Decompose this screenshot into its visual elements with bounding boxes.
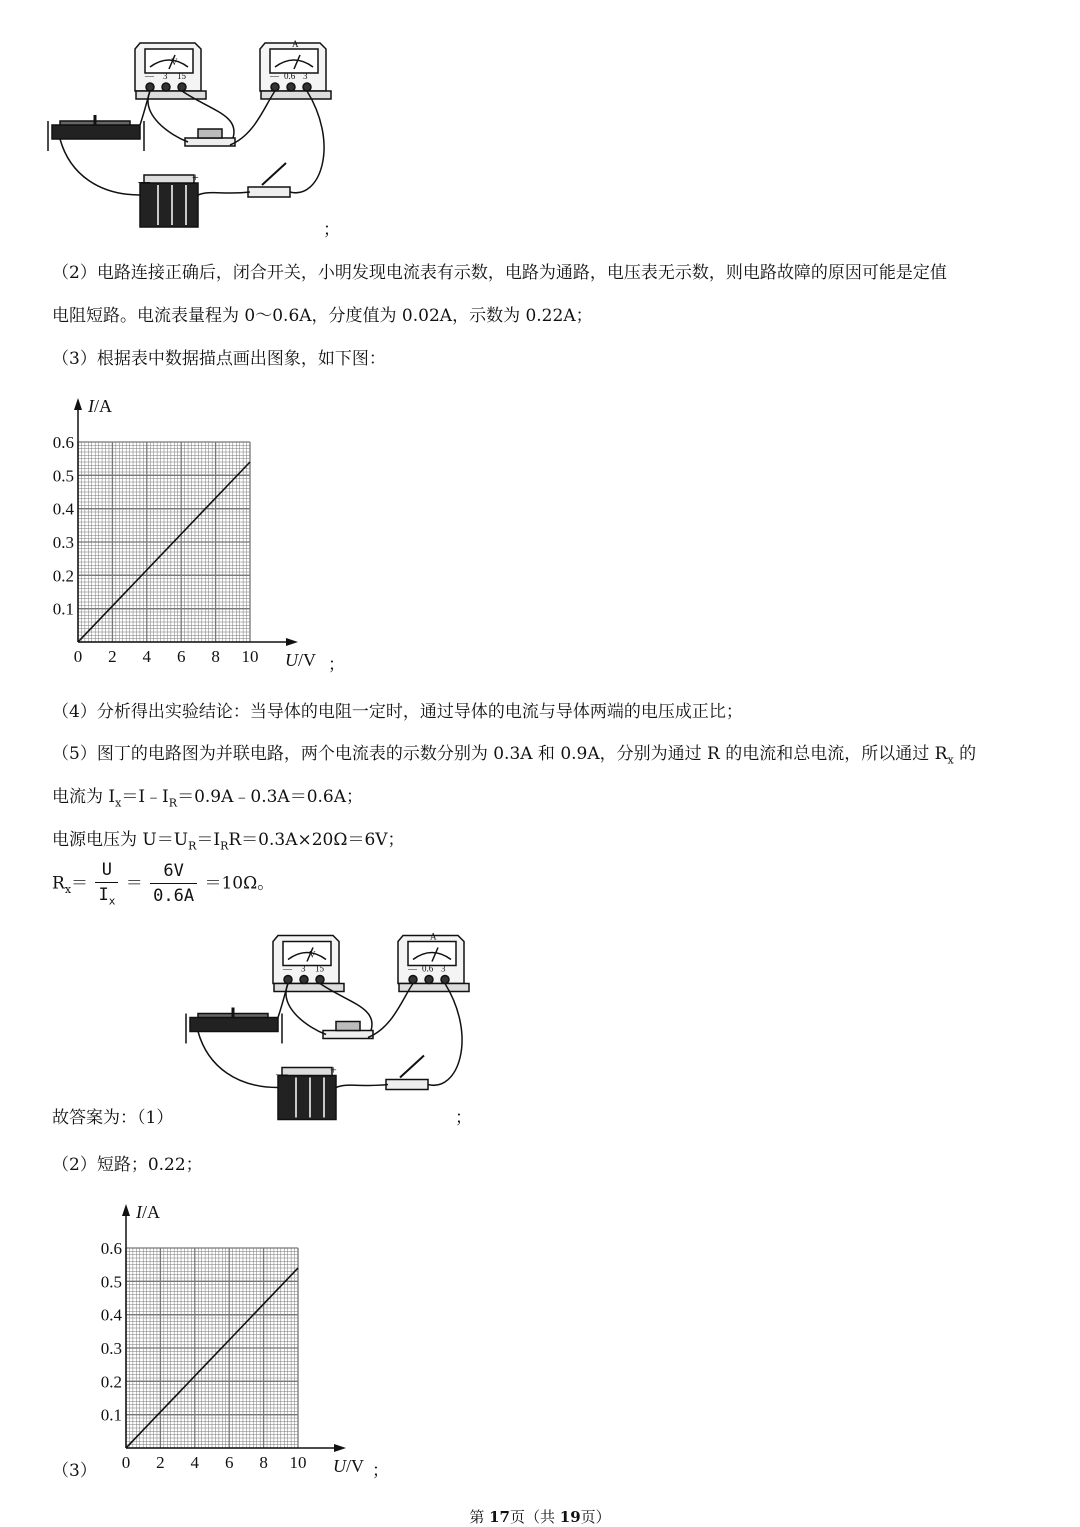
x-tick-label: 0 (73, 647, 83, 666)
x-tick-label: 4 (142, 647, 152, 666)
voltmeter-neg-label: — (145, 71, 154, 81)
para5-line2: 电流为 $I_x=I﹣I_R=0.9A﹣0.3A=0.6A$； (52, 787, 364, 810)
iu-graph-1 (40, 390, 340, 680)
x-tick-label: 8 (211, 647, 220, 666)
para5-line1: （5）图丁的电路图为并联电路，两个电流表的示数分别为 0.3A 和 0.9A，分别为通过 R 的电流和总电流，所以通过 $R_x$ 的 (52, 744, 977, 767)
resistor-icon (323, 1022, 373, 1039)
para5-line3: 电源电压为 $U=U_R=I_RR=0.3A\times 20\Omega=6V$； (52, 830, 405, 853)
voltmeter-terminal-3: 3 (301, 963, 306, 974)
y-axis-arrow-icon (74, 398, 82, 410)
battery-neg-label: — (138, 174, 150, 188)
voltmeter-terminal-15: 15 (177, 71, 186, 81)
x-axis-arrow-icon (334, 1444, 346, 1452)
x-tick-label: 10 (241, 647, 259, 666)
y-tick-label: 0.6 (100, 1239, 122, 1258)
ammeter-terminal-06: 0.6 (284, 71, 296, 81)
x-tick-label: 10 (289, 1453, 307, 1472)
y-tick-label: 0.3 (100, 1339, 122, 1358)
answer-item3: （3） (52, 1461, 97, 1481)
para3-line1: （3）根据表中数据描点画出图象，如下图： (52, 349, 386, 369)
x-axis-label: U/V (333, 1456, 364, 1476)
answer-item2: （2）短路；0.22； (52, 1155, 203, 1175)
ammeter-neg-label: — (270, 71, 279, 81)
y-tick-label: 0.1 (52, 599, 74, 619)
switch-icon (386, 1056, 428, 1090)
fraction-u-over-ix: $\frac{U}{I_x}$ (95, 860, 118, 908)
battery-neg-label: — (276, 1066, 288, 1081)
ammeter-unit-label: A (430, 931, 437, 942)
y-tick-label: 0.5 (100, 1272, 122, 1292)
graph1-suffix: ； (328, 655, 345, 675)
x-tick-label: 8 (259, 1453, 268, 1472)
iu-graph-2 (88, 1196, 388, 1486)
total-pages: 19 (559, 1508, 581, 1526)
x-tick-label: 6 (176, 647, 186, 666)
y-tick-label: 0.4 (52, 499, 74, 519)
grid (126, 1248, 298, 1448)
y-tick-label: 0.2 (52, 566, 74, 586)
y-tick-label: 0.1 (100, 1405, 122, 1425)
x-axis-label: U/V (285, 650, 316, 670)
y-axis-label: I/A (136, 1202, 160, 1222)
fraction-6v-over-06a: $\frac{6V}{0.6A}$ (150, 861, 197, 907)
rx-formula: $R_x=$ $\frac{U}{I_x}$ ＝ $\frac{6V}{0.6A}$ ＝10Ω。 (52, 860, 275, 908)
grid (78, 442, 250, 642)
circuit-diagram-answer (178, 925, 478, 1130)
x-tick-label: 2 (156, 1453, 165, 1472)
page-footer: 第 17页（共 19页） (469, 1508, 611, 1526)
ammeter-unit-label: A (292, 39, 299, 49)
resistor-icon (185, 129, 235, 146)
voltmeter-terminal-15: 15 (315, 963, 324, 974)
battery-pos-label: + (330, 1062, 337, 1077)
x-tick-label: 2 (108, 647, 117, 666)
answer-circuit-semicolon: ； (455, 1108, 472, 1128)
circuit-diagram-top (40, 35, 340, 235)
current-page: 17 (489, 1508, 510, 1526)
x-tick-label: 0 (121, 1453, 131, 1472)
y-tick-label: 0.6 (52, 433, 74, 452)
y-tick-label: 0.4 (100, 1305, 122, 1325)
ammeter-neg-label: — (408, 963, 417, 974)
battery-pos-label: + (192, 170, 199, 184)
x-tick-label: 6 (224, 1453, 234, 1472)
y-axis-label: I/A (88, 396, 112, 416)
answer-label: 故答案为：（1） (52, 1108, 174, 1128)
x-tick-label: 4 (190, 1453, 200, 1472)
para2-line1: （2）电路连接正确后，闭合开关，小明发现电流表有示数，电路为通路，电压表无示数，则电路故障的原因可能是定值 (52, 263, 947, 283)
switch-icon (248, 163, 290, 197)
x-axis-arrow-icon (286, 638, 298, 646)
y-axis-arrow-icon (122, 1204, 130, 1216)
ammeter-terminal-3: 3 (441, 963, 446, 974)
voltmeter-terminal-3: 3 (163, 71, 168, 81)
y-tick-label: 0.2 (100, 1372, 122, 1392)
para2-line2: 电阻短路。电流表量程为 0～0.6A，分度值为 0.02A，示数为 0.22A； (52, 306, 593, 326)
graph2-suffix: ； (372, 1461, 389, 1481)
y-tick-label: 0.3 (52, 533, 74, 552)
para4-line1: （4）分析得出实验结论：当导体的电阻一定时，通过导体的电流与导体两端的电压成正比； (52, 702, 743, 722)
voltmeter-neg-label: — (283, 963, 292, 974)
voltmeter-unit-label: V (309, 949, 316, 960)
ammeter-terminal-3: 3 (303, 71, 308, 81)
y-tick-label: 0.5 (52, 466, 74, 486)
voltmeter-unit-label: V (171, 57, 178, 67)
circuit-top-semicolon: ； (323, 220, 340, 240)
ammeter-terminal-06: 0.6 (422, 963, 434, 974)
